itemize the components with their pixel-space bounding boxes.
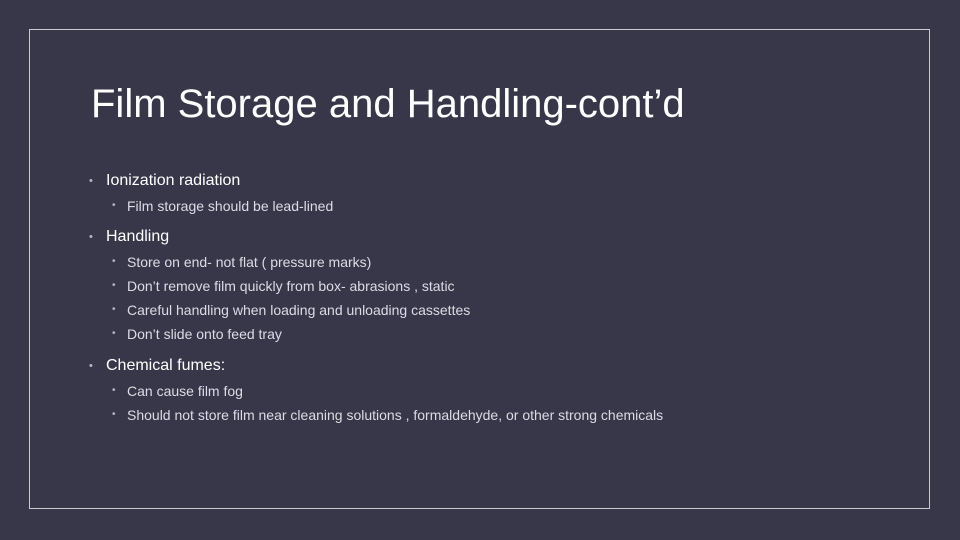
bullet-icon: • — [112, 256, 116, 267]
list-item — [88, 253, 908, 271]
list-item — [88, 382, 908, 400]
section-heading-text: Chemical fumes: — [106, 357, 226, 374]
bullet-icon: • — [112, 304, 116, 315]
list-item — [88, 197, 908, 215]
list-item-text: Should not store film near cleaning solutions , formaldehyde, or other strong chemicals — [127, 407, 664, 423]
section-heading — [88, 227, 908, 247]
list-item-text: Careful handling when loading and unloading cassettes — [127, 302, 471, 318]
slide-content — [88, 170, 908, 424]
list-item-text: Don’t remove film quickly from box- abrasions , static — [127, 278, 455, 294]
list-item — [88, 406, 908, 424]
bullet-icon: • — [112, 385, 116, 396]
slide-title: Film Storage and Handling-cont’d — [91, 82, 685, 126]
list-item-text: Don’t slide onto feed tray — [127, 326, 282, 342]
list-item — [88, 325, 908, 343]
bullet-icon: • — [89, 231, 93, 243]
bullet-icon: • — [89, 360, 93, 372]
bullet-icon: • — [112, 409, 116, 420]
section-handling — [88, 227, 908, 343]
section-chemical-fumes — [88, 356, 908, 424]
section-heading — [88, 171, 908, 191]
section-heading-text: Handling — [106, 228, 170, 245]
bullet-icon: • — [112, 200, 116, 211]
list-item-text: Can cause film fog — [127, 383, 243, 399]
section-heading — [88, 356, 908, 376]
list-item-text: Store on end- not flat ( pressure marks) — [127, 254, 372, 270]
list-item — [88, 301, 908, 319]
section-ionization-radiation — [88, 171, 908, 215]
bullet-icon: • — [112, 280, 116, 291]
section-heading-text: Ionization radiation — [106, 172, 241, 189]
bullet-icon: • — [89, 175, 93, 187]
bullet-icon: • — [112, 328, 116, 339]
list-item — [88, 277, 908, 295]
list-item-text: Film storage should be lead-lined — [127, 198, 334, 214]
